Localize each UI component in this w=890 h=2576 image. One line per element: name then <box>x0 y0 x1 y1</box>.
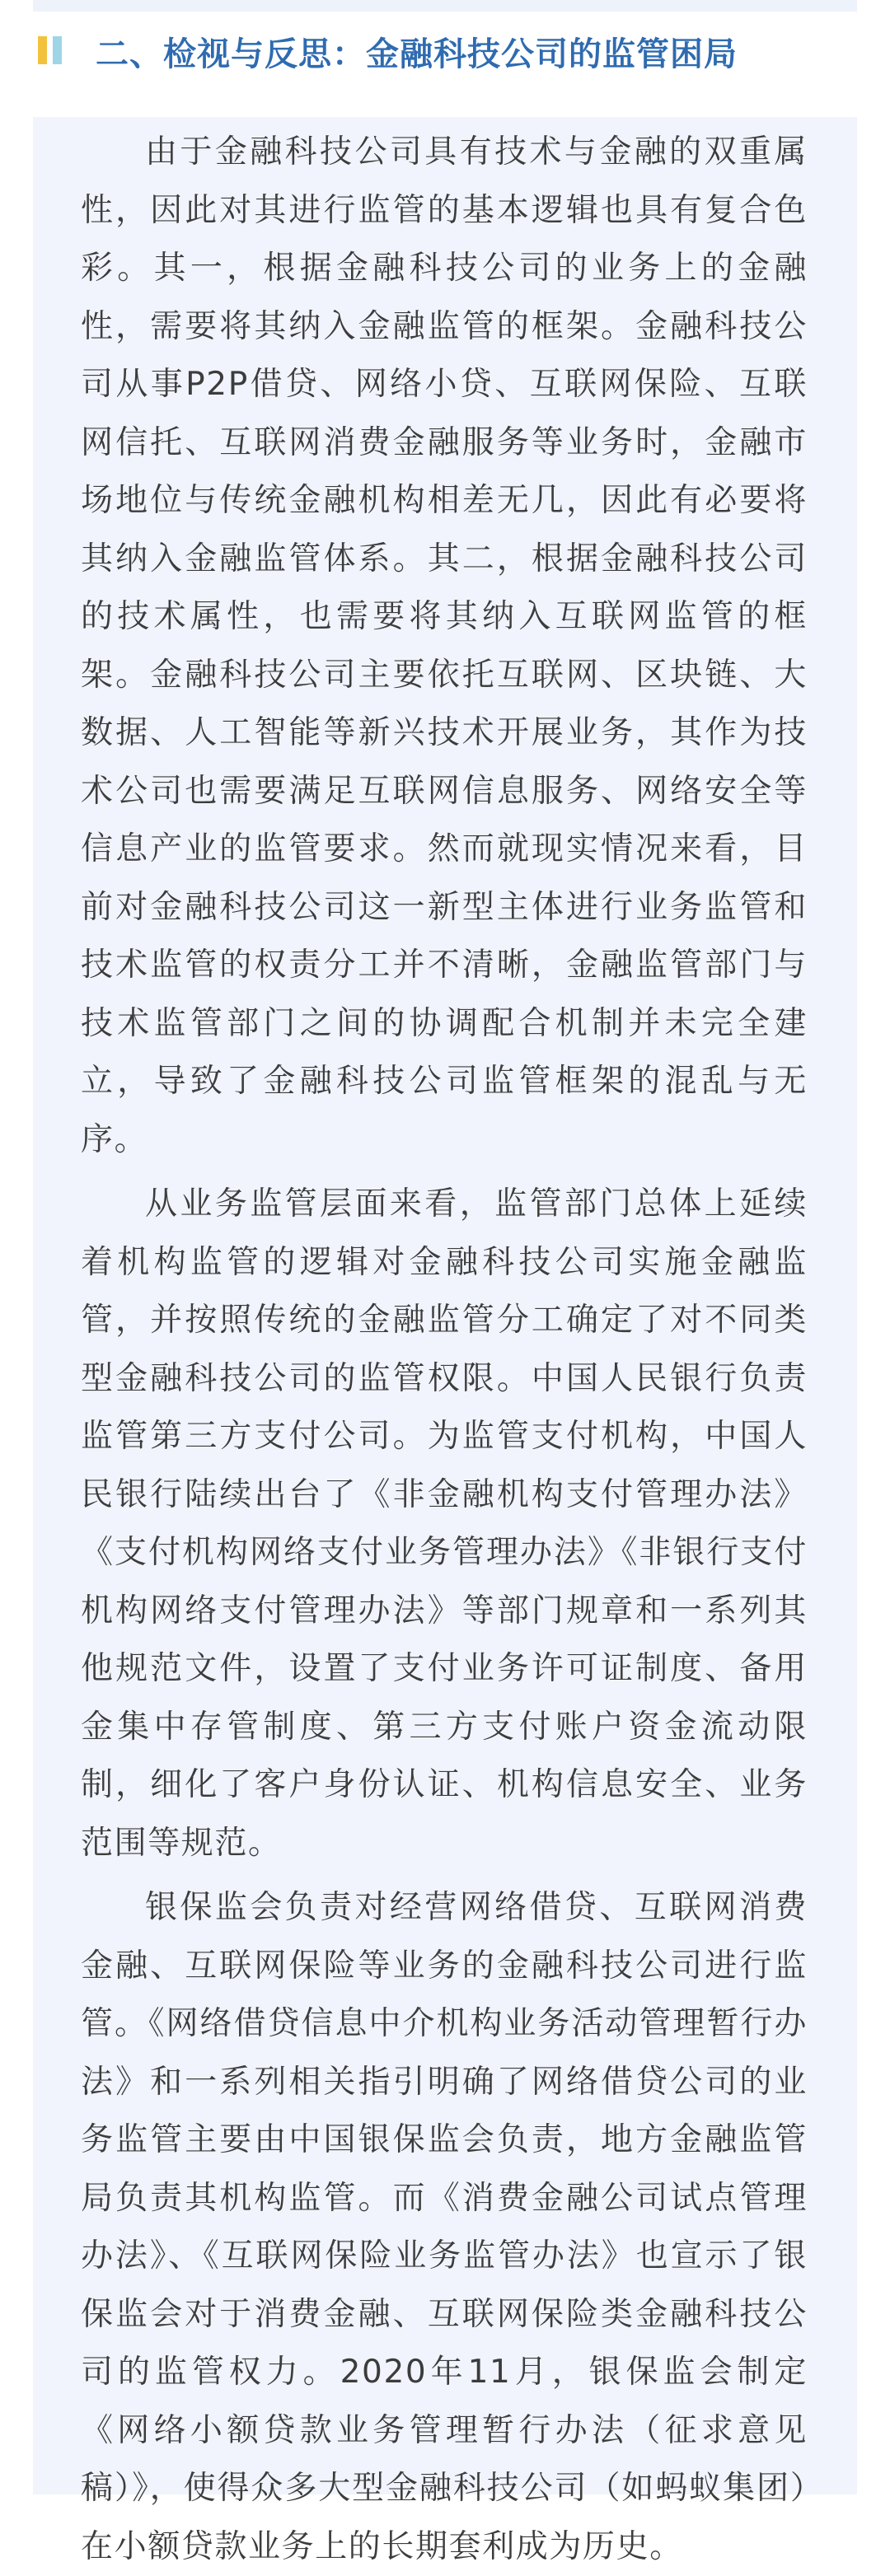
section-title: 二、检视与反思：金融科技公司的监管困局 <box>96 35 738 73</box>
paragraph: 从业务监管层面来看，监管部门总体上延续着机构监管的逻辑对金融科技公司实施金融监管，并按照传统的金融监管分工确定了对不同类型金融科技公司的监管权限。中国人民银行负责监管第三方支付公司。为监管支付机构，中国人民银行陆续出台了《非金融机构支付管理办法》《支付机构网络支付业务管理办法》《非银行支付机构网络支付管理办法》等部门规章和一系列其他规范文件，设置了支付业务许可证制度、备用金集中存管制度、第三方支付账户资金流动限制，细化了客户身份认证、机构信息安全、业务范围等规范。 <box>81 1185 808 1862</box>
paragraph: 由于金融科技公司具有技术与金融的双重属性，因此对其进行监管的基本逻辑也具有复合色彩。其一，根据金融科技公司的业务上的金融性，需要将其纳入金融监管的框架。金融科技公司从事P2P借贷、网络小贷、互联网保险、互联网信托、互联网消费金融服务等业务时，金融市场地位与传统金融机构相差无几，因此有必要将其纳入金融监管体系。其二，根据金融科技公司的技术属性，也需要将其纳入互联网监管的框架。金融科技公司主要依托互联网、区块链、大数据、人工智能等新兴技术开展业务，其作为技术公司也需要满足互联网信息服务、网络安全等信息产业的监管要求。然而就现实情况来看，目前对金融科技公司这一新型主体进行业务监管和技术监管的权责分工并不清晰，金融监管部门与技术监管部门之间的协调配合机制并未完全建立，导致了金融科技公司监管框架的混乱与无序。 <box>81 133 808 1158</box>
paragraph: 银保监会负责对经营网络借贷、互联网消费金融、互联网保险等业务的金融科技公司进行监管。《网络借贷信息中介机构业务活动管理暂行办法》和一系列相关指引明确了网络借贷公司的业务监管主要由中国银保监会负责，地方金融监管局负责其机构监管。而《消费金融公司试点管理办法》、《互联网保险业务监管办法》也宣示了银保监会对于消费金融、互联网保险类金融科技公司的监管权力。2020年11月，银保监会制定《网络小额贷款业务管理暂行办法（征求意见稿）》，使得众多大型金融科技公司（如蚂蚁集团）在小额贷款业务上的长期套利成为历史。 <box>81 1889 808 2565</box>
title-bars-icon <box>38 36 71 64</box>
title-bar-blue <box>53 36 62 64</box>
section-header <box>33 25 857 107</box>
article-body <box>33 117 857 2565</box>
previous-section-strip <box>33 0 857 12</box>
title-bar-yellow <box>38 36 47 64</box>
